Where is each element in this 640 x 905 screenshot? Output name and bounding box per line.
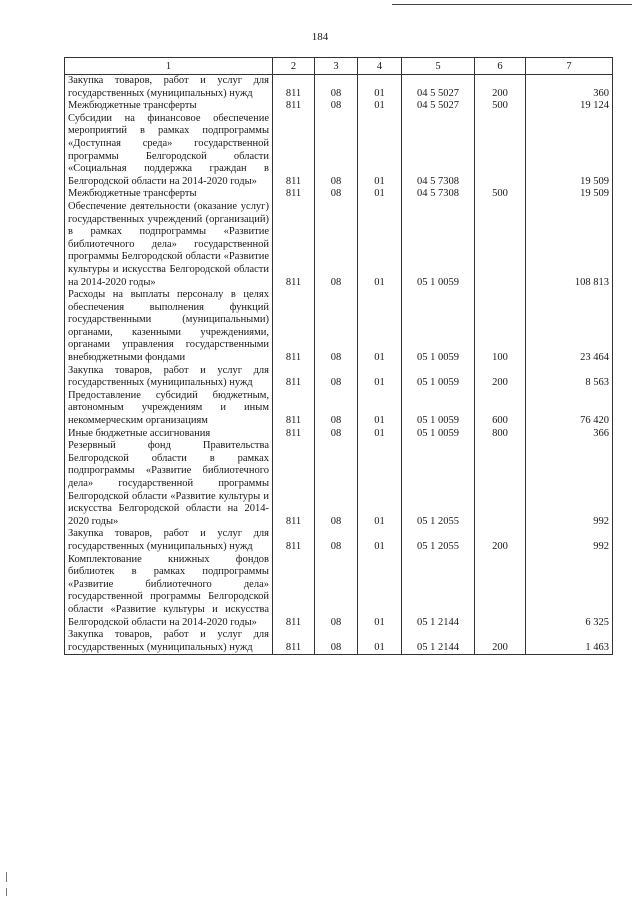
expense-type-cell: 600	[475, 390, 526, 428]
table-row	[65, 528, 613, 553]
header-cell: 3	[315, 58, 358, 75]
table-row	[65, 428, 613, 441]
amount-cell: 992	[526, 528, 613, 553]
section-code-cell: 08	[315, 365, 358, 390]
header-cell: 6	[475, 58, 526, 75]
subsection-code-cell: 01	[358, 528, 402, 553]
expense-type-cell: 500	[475, 188, 526, 201]
row-name-cell: Субсидии на финансовое обеспечение мероприятий в рамках подпрограммы «Доступная среда» государственной программы Белгородской области «Социальная поддержка граждан в Белгородской области на 2014-2020 годы»	[65, 113, 273, 189]
subsection-code-cell: 01	[358, 365, 402, 390]
table-row	[65, 188, 613, 201]
ministry-code-cell: 811	[273, 100, 315, 113]
top-rule	[392, 4, 632, 5]
row-name-cell: Закупка товаров, работ и услуг для государственных (муниципальных) нужд	[65, 528, 273, 553]
subsection-code-cell: 01	[358, 100, 402, 113]
header-cell: 2	[273, 58, 315, 75]
table-row	[65, 113, 613, 189]
expense-type-cell: 200	[475, 365, 526, 390]
expense-type-cell	[475, 113, 526, 189]
target-article-cell: 05 1 2055	[402, 440, 475, 528]
amount-cell: 992	[526, 440, 613, 528]
table-row	[65, 365, 613, 390]
header-cell: 5	[402, 58, 475, 75]
subsection-code-cell: 01	[358, 75, 402, 101]
section-code-cell: 08	[315, 188, 358, 201]
expense-type-cell	[475, 440, 526, 528]
ministry-code-cell: 811	[273, 75, 315, 101]
ministry-code-cell: 811	[273, 428, 315, 441]
target-article-cell: 05 1 2055	[402, 528, 475, 553]
page-number: 184	[311, 31, 329, 43]
ministry-code-cell: 811	[273, 113, 315, 189]
amount-cell: 108 813	[526, 201, 613, 289]
ministry-code-cell: 811	[273, 201, 315, 289]
target-article-cell: 04 5 7308	[402, 113, 475, 189]
amount-cell: 8 563	[526, 365, 613, 390]
header-row	[65, 58, 613, 75]
scan-mark	[6, 872, 7, 882]
table-row	[65, 440, 613, 528]
section-code-cell: 08	[315, 390, 358, 428]
ministry-code-cell: 811	[273, 365, 315, 390]
ministry-code-cell: 811	[273, 440, 315, 528]
expense-type-cell: 500	[475, 100, 526, 113]
row-name-cell: Межбюджетные трансферты	[65, 100, 273, 113]
table-row	[65, 554, 613, 630]
header-cell: 4	[358, 58, 402, 75]
row-name-cell: Закупка товаров, работ и услуг для государственных (муниципальных) нужд	[65, 629, 273, 655]
amount-cell: 19 509	[526, 188, 613, 201]
subsection-code-cell: 01	[358, 188, 402, 201]
row-name-cell: Расходы на выплаты персоналу в целях обеспечения выполнения функций государственными (муниципальными) органами, казенными учреждениями, органами управления государственными внебюджетными фондами	[65, 289, 273, 365]
row-name-cell: Обеспечение деятельности (оказание услуг) государственных учреждений (организаций) в рамках подпрограммы «Развитие библиотечного дела» государственной программы Белгородской области «Развитие культуры и искусства Белгородской области на 2014-2020 годы»	[65, 201, 273, 289]
expense-type-cell: 200	[475, 75, 526, 101]
subsection-code-cell: 01	[358, 554, 402, 630]
table-row	[65, 629, 613, 655]
subsection-code-cell: 01	[358, 629, 402, 655]
target-article-cell: 04 5 5027	[402, 75, 475, 101]
ministry-code-cell: 811	[273, 390, 315, 428]
section-code-cell: 08	[315, 100, 358, 113]
row-name-cell: Резервный фонд Правительства Белгородской области в рамках подпрограммы «Развитие библиотечного дела» государственной программы Белгородской области «Развитие культуры и искусства Белгородской области на 2014-2020 годы»	[65, 440, 273, 528]
subsection-code-cell: 01	[358, 201, 402, 289]
ministry-code-cell: 811	[273, 554, 315, 630]
table-row	[65, 289, 613, 365]
amount-cell: 19 509	[526, 113, 613, 189]
section-code-cell: 08	[315, 113, 358, 189]
section-code-cell: 08	[315, 428, 358, 441]
target-article-cell: 05 1 0059	[402, 365, 475, 390]
row-name-cell: Предоставление субсидий бюджетным, автономным учреждениям и иным некоммерческим организациям	[65, 390, 273, 428]
amount-cell: 366	[526, 428, 613, 441]
row-name-cell: Иные бюджетные ассигнования	[65, 428, 273, 441]
table-row	[65, 390, 613, 428]
header-cell: 1	[65, 58, 273, 75]
subsection-code-cell: 01	[358, 428, 402, 441]
row-name-cell: Межбюджетные трансферты	[65, 188, 273, 201]
row-name-cell: Закупка товаров, работ и услуг для государственных (муниципальных) нужд	[65, 75, 273, 101]
expense-type-cell	[475, 201, 526, 289]
row-name-cell: Закупка товаров, работ и услуг для государственных (муниципальных) нужд	[65, 365, 273, 390]
subsection-code-cell: 01	[358, 440, 402, 528]
amount-cell: 360	[526, 75, 613, 101]
table-row	[65, 100, 613, 113]
amount-cell: 23 464	[526, 289, 613, 365]
section-code-cell: 08	[315, 554, 358, 630]
target-article-cell: 05 1 2144	[402, 554, 475, 630]
section-code-cell: 08	[315, 201, 358, 289]
amount-cell: 76 420	[526, 390, 613, 428]
section-code-cell: 08	[315, 528, 358, 553]
section-code-cell: 08	[315, 440, 358, 528]
section-code-cell: 08	[315, 75, 358, 101]
amount-cell: 6 325	[526, 554, 613, 630]
budget-table	[64, 57, 613, 655]
target-article-cell: 05 1 0059	[402, 390, 475, 428]
ministry-code-cell: 811	[273, 289, 315, 365]
section-code-cell: 08	[315, 289, 358, 365]
header-cell: 7	[526, 58, 613, 75]
amount-cell: 1 463	[526, 629, 613, 655]
expense-type-cell	[475, 554, 526, 630]
subsection-code-cell: 01	[358, 390, 402, 428]
table-row	[65, 75, 613, 101]
target-article-cell: 05 1 0059	[402, 428, 475, 441]
target-article-cell: 05 1 0059	[402, 289, 475, 365]
table-body	[65, 75, 613, 655]
ministry-code-cell: 811	[273, 629, 315, 655]
ministry-code-cell: 811	[273, 188, 315, 201]
target-article-cell: 04 5 5027	[402, 100, 475, 113]
expense-type-cell: 800	[475, 428, 526, 441]
expense-type-cell: 200	[475, 528, 526, 553]
expense-type-cell: 100	[475, 289, 526, 365]
row-name-cell: Комплектование книжных фондов библиотек в рамках подпрограммы «Развитие библиотечного дела» государственной программы Белгородской области «Развитие культуры и искусства Белгородской области на 2014-2020 годы»	[65, 554, 273, 630]
target-article-cell: 05 1 0059	[402, 201, 475, 289]
expense-type-cell: 200	[475, 629, 526, 655]
target-article-cell: 04 5 7308	[402, 188, 475, 201]
table-row	[65, 201, 613, 289]
section-code-cell: 08	[315, 629, 358, 655]
target-article-cell: 05 1 2144	[402, 629, 475, 655]
amount-cell: 19 124	[526, 100, 613, 113]
subsection-code-cell: 01	[358, 289, 402, 365]
scan-mark	[6, 888, 7, 896]
ministry-code-cell: 811	[273, 528, 315, 553]
subsection-code-cell: 01	[358, 113, 402, 189]
